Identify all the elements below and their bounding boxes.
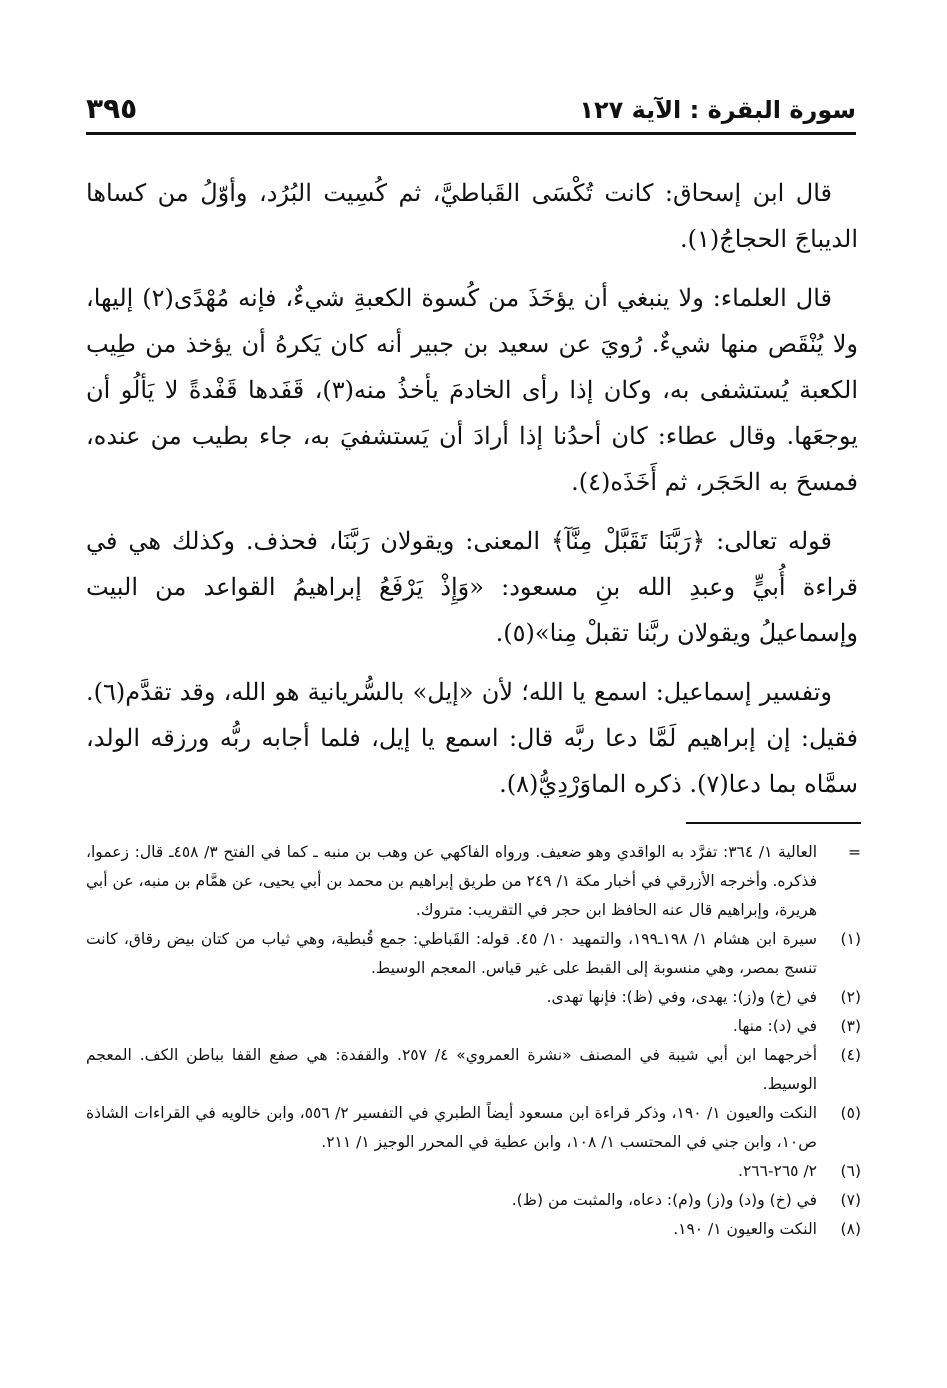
footnote-marker: (٨) [840, 1220, 861, 1238]
footnote-text: أخرجهما ابن أبي شيبة في المصنف «نشرة العمروي» ٤/ ٢٥٧. والقفدة: هي صفع القفا بباطن الكف. المعجم الوسيط. [86, 1046, 818, 1093]
main-text [86, 170, 858, 820]
footnote-text: العالية ١/ ٣٦٤: تفرَّد به الواقدي وهو ضعيف. ورواه الفاكهي عن وهب بن منبه ـ كما في الفتح ٣/ ٤٥٨ـ قال: زعموا، فذكره. وأخرجه الأزرقي في أخبار مكة ١/ ٢٤٩ من طريق إبراهيم بن محمد بن أبي يحيى، عن همَّام بن منبه، عن أبي هريرة، وإبراهيم قال عنه الحافظ ابن حجر في التقريب: متروك. [86, 843, 817, 919]
footnote-text: سيرة ابن هشام ١/ ١٩٨ـ١٩٩، والتمهيد ١٠/ ٤٥. قوله: القَباطي: جمع قُبطية، وهي ثياب من كتان بيض رقاق، كانت تنسج بمصر، وهي منسوبة إلى القبط على غير قياس. المعجم الوسيط. [86, 930, 817, 977]
footnote-item [86, 925, 861, 983]
footnote-text: في (خ) و(ز): يهدى، وفي (ظ): فإنها تهدى. [546, 988, 817, 1006]
footnote-marker: (١) [840, 930, 861, 948]
page-number: ٣٩٥ [86, 92, 138, 125]
footnotes [86, 838, 861, 1244]
page-header [86, 92, 856, 135]
footnote-item [86, 838, 861, 925]
footnote-text: في (د): منها. [732, 1017, 817, 1035]
footnote-separator [686, 822, 861, 824]
footnote-item [86, 1099, 861, 1157]
footnote-marker: (٥) [840, 1104, 861, 1122]
paragraph: قال العلماء: ولا ينبغي أن يؤخَذَ من كُسوة الكعبةِ شيءٌ، فإنه مُهْدًى(٢) إليها، ولا يُنْقَص منها شيءٌ. رُويَ عن سعيد بن جبير أنه كان يَكرهُ أن يؤخذ من طِيب الكعبة يُستشفى به، وكان إذا رأى الخادمَ يأخذُ منه(٣)، قَفَدها قَفْدةً لا يَألُو أن يوجعَها. وقال عطاء: كان أحدُنا إذا أرادَ أن يَستشفيَ به، جاء بطيب من عنده، فمسحَ به الحَجَر، ثم أَخَذَه(٤). [86, 284, 858, 496]
surah-title: سورة البقرة : الآية ١٢٧ [579, 96, 856, 124]
footnote-item [86, 1012, 861, 1041]
footnote-item [86, 983, 861, 1012]
footnote-item [86, 1157, 861, 1186]
footnote-marker: (٣) [840, 1017, 861, 1035]
footnote-marker: (٦) [840, 1162, 861, 1180]
paragraph: قوله تعالى: ﴿رَبَّنَا تَقَبَّلْ مِنَّآ﴾ المعنى: ويقولان رَبَّنَا، فحذف. وكذلك هي في قراءة أُبيٍّ وعبدِ الله بنِ مسعود: «وَإِذْ يَرْفَعُ إبراهيمُ القواعد من البيت وإسماعيلُ ويقولان ربَّنا تقبلْ مِنا»(٥). [86, 527, 858, 647]
footnote-marker: (٧) [840, 1191, 861, 1209]
footnote-item [86, 1186, 861, 1215]
footnote-marker: (٢) [840, 988, 861, 1006]
paragraph: قال ابن إسحاق: كانت تُكْسَى القَباطيَّ، ثم كُسِيت البُرُد، وأوّلُ من كساها الديباجَ الحجاجُ(١). [86, 179, 858, 253]
footnote-marker: (٤) [840, 1046, 861, 1064]
footnote-text: ٢/ ٢٦٥-٢٦٦. [738, 1162, 817, 1180]
footnote-marker: = [848, 843, 861, 861]
footnote-item [86, 1215, 861, 1244]
footnote-text: النكت والعيون ١/ ١٩٠. [673, 1220, 817, 1238]
footnote-text: في (خ) و(د) و(ز) و(م): دعاه، والمثبت من (ظ). [511, 1191, 817, 1209]
footnote-text: النكت والعيون ١/ ١٩٠، وذكر قراءة ابن مسعود أيضاً الطبري في التفسير ٢/ ٥٥٦، وابن خالويه في القراءات الشاذة ص١٠، وابن جني في المحتسب ١/ ١٠٨، وابن عطية في المحرر الوجيز ١/ ٢١١. [86, 1104, 818, 1151]
paragraph: وتفسير إسماعيل: اسمع يا الله؛ لأن «إيل» بالسُّريانية هو الله، وقد تقدَّم(٦). فقيل: إن إبراهيم لَمَّا دعا ربَّه قال: اسمع يا إيل، فلما أجابه ربُّه ورزقه الولد، سمَّاه بما دعا(٧). ذكره الماوَرْدِيُّ(٨). [86, 678, 858, 798]
footnote-item [86, 1041, 861, 1099]
